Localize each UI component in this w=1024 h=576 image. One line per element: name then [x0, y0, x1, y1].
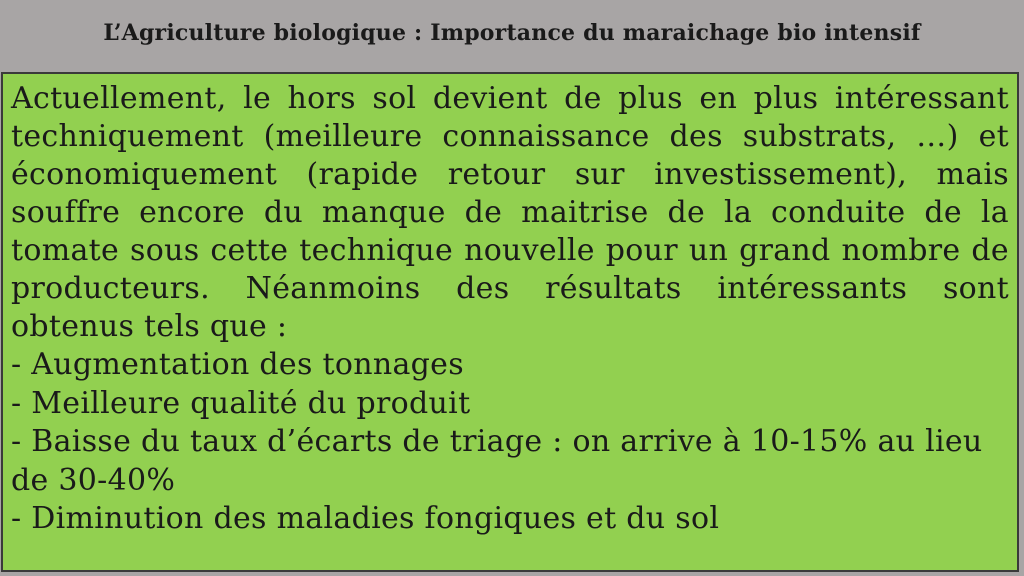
slide-title: L’Agriculture biologique : Importance du maraichage bio intensif [103, 20, 921, 46]
list-item-tonnages: - Augmentation des tonnages [11, 347, 464, 382]
intro-paragraph: Actuellement, le hors sol devient de plus en plus intéressant techniquement (meilleure connaissance des substrats, …) et économiquement (rapide retour sur investissement), mais souffre encore du manque de maitrise de la conduite de la tomate sous cette technique nouvelle pour un grand nombre de producteurs. Néanmoins des résultats intéressants sont obtenus tels que : [11, 81, 1009, 344]
slide-content-box [1, 72, 1019, 572]
list-item-diseases: - Diminution des maladies fongiques et du sol [11, 501, 720, 536]
list-item-sorting: - Baisse du taux d’écarts de triage : on arrive à 10-15% au lieu de 30-40% [11, 424, 983, 498]
slide-title-bar [0, 0, 1024, 70]
results-list [11, 346, 1009, 539]
list-item-quality: - Meilleure qualité du produit [11, 385, 471, 421]
